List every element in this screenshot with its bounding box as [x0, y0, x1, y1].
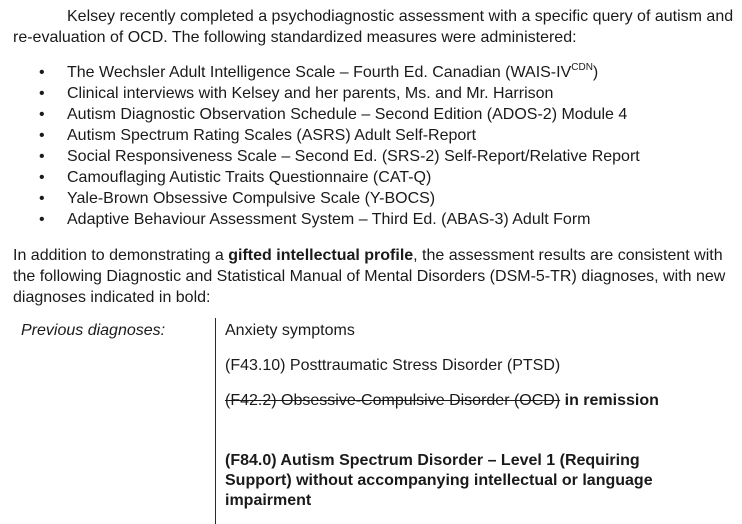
column-divider — [215, 318, 216, 524]
intro-paragraph — [13, 6, 738, 48]
list-item — [0, 209, 640, 230]
list-item — [0, 125, 640, 146]
measures-list — [0, 62, 640, 230]
measure-text: Autism Diagnostic Observation Schedule – Second Edition (ADOS-2) Module 4 — [67, 106, 628, 123]
list-item — [0, 62, 640, 83]
list-item — [0, 188, 640, 209]
bullet-icon: • — [39, 64, 45, 81]
diagnosis-anxiety: Anxiety symptoms — [225, 322, 355, 339]
measure-superscript: CDN — [571, 61, 593, 73]
bullet-icon: • — [39, 190, 45, 207]
measure-text: Adaptive Behaviour Assessment System – Third Ed. (ABAS-3) Adult Form — [67, 211, 591, 228]
measure-text: Yale-Brown Obsessive Compulsive Scale (Y-BOCS) — [67, 190, 436, 207]
bullet-icon: • — [39, 106, 45, 123]
bullet-icon: • — [39, 211, 45, 228]
bullet-icon: • — [39, 85, 45, 102]
bullet-icon: • — [39, 127, 45, 144]
bullet-icon: • — [39, 169, 45, 186]
measure-text: The Wechsler Adult Intelligence Scale – Fourth Ed. Canadian (WAIS-IV — [67, 64, 572, 81]
summary-bold: gifted intellectual profile — [228, 247, 414, 264]
diagnosis-ptsd: (F43.10) Posttraumatic Stress Disorder (PTSD) — [225, 357, 561, 374]
bullet-icon: • — [39, 148, 45, 165]
previous-diagnoses-label: Previous diagnoses: — [21, 322, 166, 339]
ocd-struck-text: (F42.2) Obsessive-Compulsive Disorder (OCD) — [225, 392, 561, 409]
diagnoses-table — [0, 318, 742, 524]
list-item — [0, 83, 640, 104]
list-item — [0, 167, 640, 188]
measure-text: Social Responsiveness Scale – Second Ed. (SRS-2) Self-Report/Relative Report — [67, 148, 640, 165]
diagnosis-ocd — [225, 390, 659, 411]
summary-pre: In addition to demonstrating a — [13, 247, 229, 264]
measure-text: Autism Spectrum Rating Scales (ASRS) Adult Self-Report — [67, 127, 477, 144]
measure-text: Clinical interviews with Kelsey and her parents, Ms. and Mr. Harrison — [67, 85, 554, 102]
ocd-remission-text: in remission — [560, 392, 659, 409]
intro-text: Kelsey recently completed a psychodiagnostic assessment with a specific query of autism and re-evaluation of OCD. The following standardized measures were administered: — [13, 8, 734, 46]
measure-suffix: ) — [592, 64, 599, 81]
summary-paragraph — [13, 245, 738, 308]
measure-text: Camouflaging Autistic Traits Questionnaire (CAT-Q) — [67, 169, 432, 186]
summary-post: , the assessment results are consistent with the following Diagnostic and Statistical Manual of Mental Disorders (DSM-5-TR) diagnoses, with new diagnoses indicated in bold: — [13, 247, 726, 306]
list-item — [0, 104, 640, 125]
list-item — [0, 146, 640, 167]
diagnosis-asd-new: (F84.0) Autism Spectrum Disorder – Level 1 (Requiring Support) without accompanying intellectual or language impairment — [225, 452, 653, 509]
